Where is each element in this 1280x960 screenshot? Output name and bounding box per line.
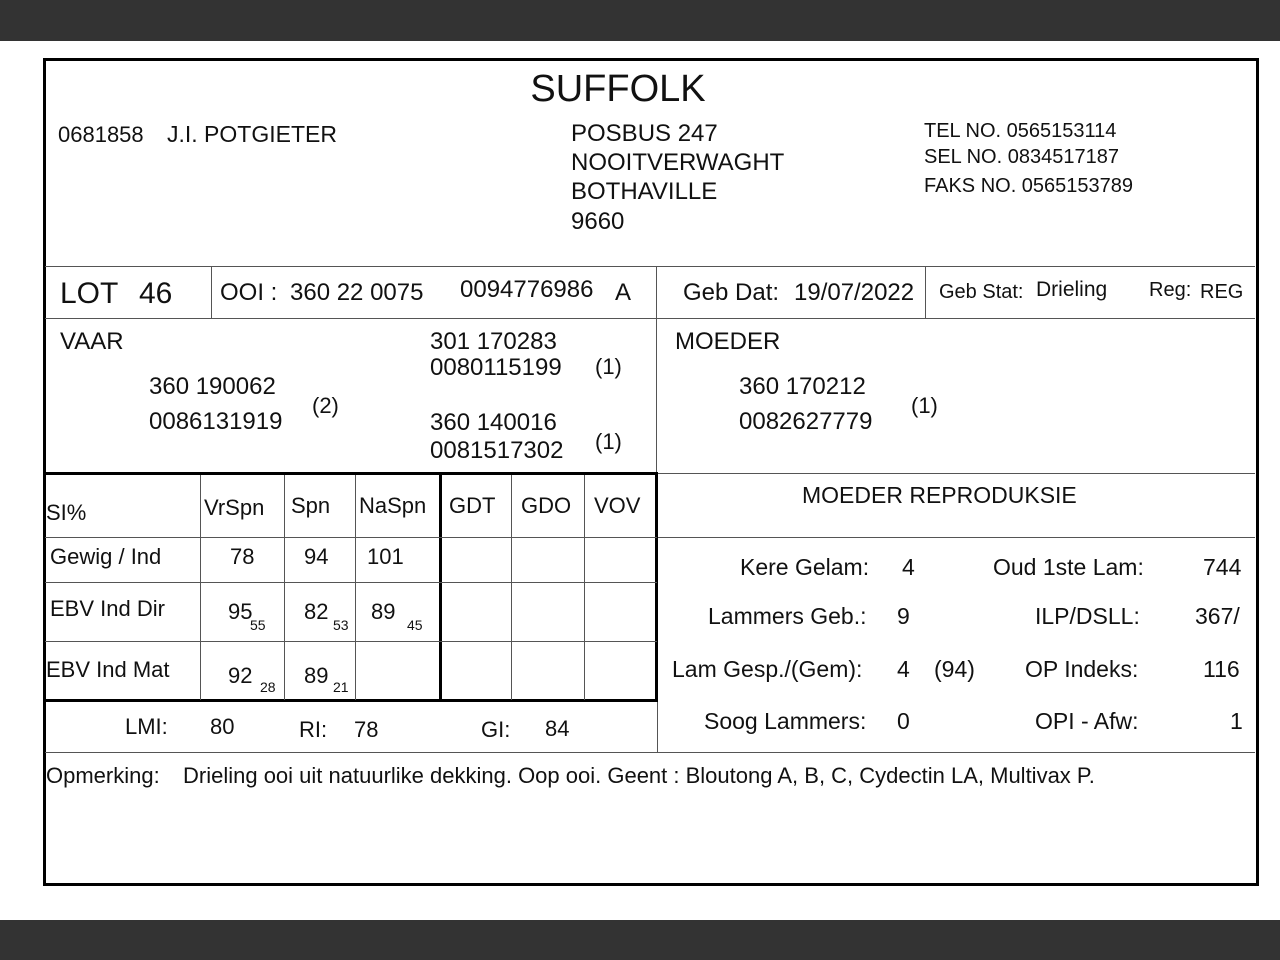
kere-gelam-value: 4 (902, 554, 915, 580)
oud-label: Oud 1ste Lam: (993, 554, 1144, 580)
faks-number: FAKS NO. 0565153789 (924, 175, 1134, 197)
moeder-reg-no: 0082627779 (739, 408, 873, 435)
header-naspn: NaSpn (359, 493, 427, 518)
table-grid (284, 475, 285, 700)
moeder-count: (1) (911, 393, 938, 418)
ebv-dir-vrspn-sub: 55 (250, 617, 266, 633)
lam-gesp-label: Lam Gesp./(Gem): (672, 656, 863, 682)
moeder-id: 360 170212 (739, 373, 866, 400)
ri-label: RI: (299, 717, 328, 742)
divider (45, 752, 1255, 753)
address-line-3: BOTHAVILLE (571, 178, 718, 205)
divider (657, 473, 1255, 474)
header-vrspn: VrSpn (204, 495, 265, 520)
lam-gesp-gem: (94) (934, 656, 975, 682)
lmi-value: 80 (210, 714, 235, 739)
kere-gelam-label: Kere Gelam: (740, 554, 870, 580)
op-indeks-label: OP Indeks: (1025, 656, 1139, 682)
vaar-dam-reg-no: 0081517302 (430, 437, 564, 464)
gi-label: GI: (481, 717, 511, 742)
header-si: SI% (46, 500, 87, 525)
row-ebv-mat-label: EBV Ind Mat (46, 657, 170, 682)
vaar-id: 360 190062 (149, 373, 276, 400)
address-line-1: POSBUS 247 (571, 120, 718, 147)
vaar-sire-reg-no: 0080115199 (430, 354, 562, 381)
table-grid (45, 582, 657, 583)
reg-value: REG (1200, 281, 1244, 303)
header-gdo: GDO (521, 493, 572, 518)
header-gdt: GDT (449, 493, 496, 518)
ilp-label: ILP/DSLL: (1035, 603, 1140, 629)
gewig-vrspn: 78 (230, 544, 255, 569)
soog-value: 0 (897, 708, 910, 734)
ebv-dir-spn-sub: 53 (333, 617, 349, 633)
sel-number: SEL NO. 0834517187 (924, 146, 1119, 168)
breed-title: SUFFOLK (530, 68, 706, 110)
table-border (655, 472, 658, 702)
repro-title: MOEDER REPRODUKSIE (802, 482, 1077, 508)
ebv-dir-vrspn: 95 (228, 599, 253, 624)
moeder-label: MOEDER (675, 328, 781, 355)
vaar-label: VAAR (60, 328, 124, 355)
ooi-label: OOI : (220, 279, 278, 306)
op-indeks-value: 116 (1203, 656, 1240, 682)
vaar-dam-id: 360 140016 (430, 409, 557, 436)
address-line-2: NOOITVERWAGHT (571, 149, 785, 176)
reg-label: Reg: (1149, 279, 1192, 301)
table-grid (584, 475, 585, 700)
ooi-reg-no: 0094776986 (460, 276, 594, 303)
ooi-id: 360 22 0075 (290, 279, 424, 306)
row-gewig-label: Gewig / Ind (50, 544, 162, 569)
address-line-4: 9660 (571, 208, 625, 235)
soog-label: Soog Lammers: (704, 708, 867, 734)
vaar-dam-count: (1) (595, 429, 622, 454)
ooi-grade: A (615, 279, 632, 306)
lam-gesp-value: 4 (897, 656, 910, 682)
table-grid (355, 475, 356, 700)
opmerking-text: Drieling ooi uit natuurlike dekking. Oop ooi. Geent : Bloutong A, B, C, Cydectin LA, Multivax P. (183, 763, 1095, 788)
geb-dat-value: 19/07/2022 (794, 279, 915, 306)
opi-label: OPI - Afw: (1035, 708, 1139, 734)
ri-value: 78 (354, 717, 379, 742)
owner-code: 0681858 (58, 122, 144, 147)
header-vov: VOV (594, 493, 641, 518)
lot-number: 46 (139, 277, 173, 310)
lmi-label: LMI: (125, 714, 168, 739)
header-spn: Spn (291, 493, 331, 518)
opmerking-label: Opmerking: (46, 763, 160, 788)
table-grid (45, 641, 657, 642)
gewig-spn: 94 (304, 544, 329, 569)
table-grid (200, 475, 201, 700)
divider (45, 318, 1255, 319)
ebv-mat-spn: 89 (304, 663, 329, 688)
divider (211, 266, 212, 318)
lammers-geb-label: Lammers Geb.: (708, 603, 867, 629)
divider (45, 266, 1255, 267)
ebv-dir-naspn: 89 (371, 599, 396, 624)
vaar-sire-id: 301 170283 (430, 328, 557, 355)
vaar-reg-no: 0086131919 (149, 408, 283, 435)
table-border (45, 699, 658, 702)
ebv-mat-vrspn-sub: 28 (260, 679, 276, 695)
ebv-mat-spn-sub: 21 (333, 679, 349, 695)
table-border (45, 472, 658, 475)
gewig-naspn: 101 (367, 544, 404, 569)
geb-stat-label: Geb Stat: (939, 281, 1024, 303)
bottom-dark-bar (0, 920, 1280, 960)
opi-value: 1 (1230, 708, 1243, 734)
vaar-count: (2) (312, 393, 339, 418)
gi-value: 84 (545, 716, 570, 741)
geb-dat-label: Geb Dat: (683, 279, 780, 306)
ebv-dir-spn: 82 (304, 599, 329, 624)
ebv-dir-naspn-sub: 45 (407, 617, 423, 633)
divider (925, 266, 926, 318)
ebv-mat-vrspn: 92 (228, 663, 253, 688)
owner-name: J.I. POTGIETER (167, 121, 337, 147)
tel-number: TEL NO. 0565153114 (924, 120, 1117, 142)
lot-label: LOT (60, 277, 119, 310)
row-ebv-dir-label: EBV Ind Dir (50, 596, 165, 621)
divider (657, 701, 658, 753)
lammers-geb-value: 9 (897, 603, 910, 629)
table-grid (511, 475, 512, 700)
ilp-value: 367/ (1195, 603, 1240, 629)
table-grid (45, 537, 657, 538)
oud-value: 744 (1203, 554, 1242, 580)
top-dark-bar (0, 0, 1280, 41)
divider (656, 266, 657, 474)
divider (657, 537, 1255, 538)
geb-stat-value: Drieling (1036, 278, 1108, 301)
vaar-sire-count: (1) (595, 354, 622, 379)
table-border (439, 472, 442, 702)
